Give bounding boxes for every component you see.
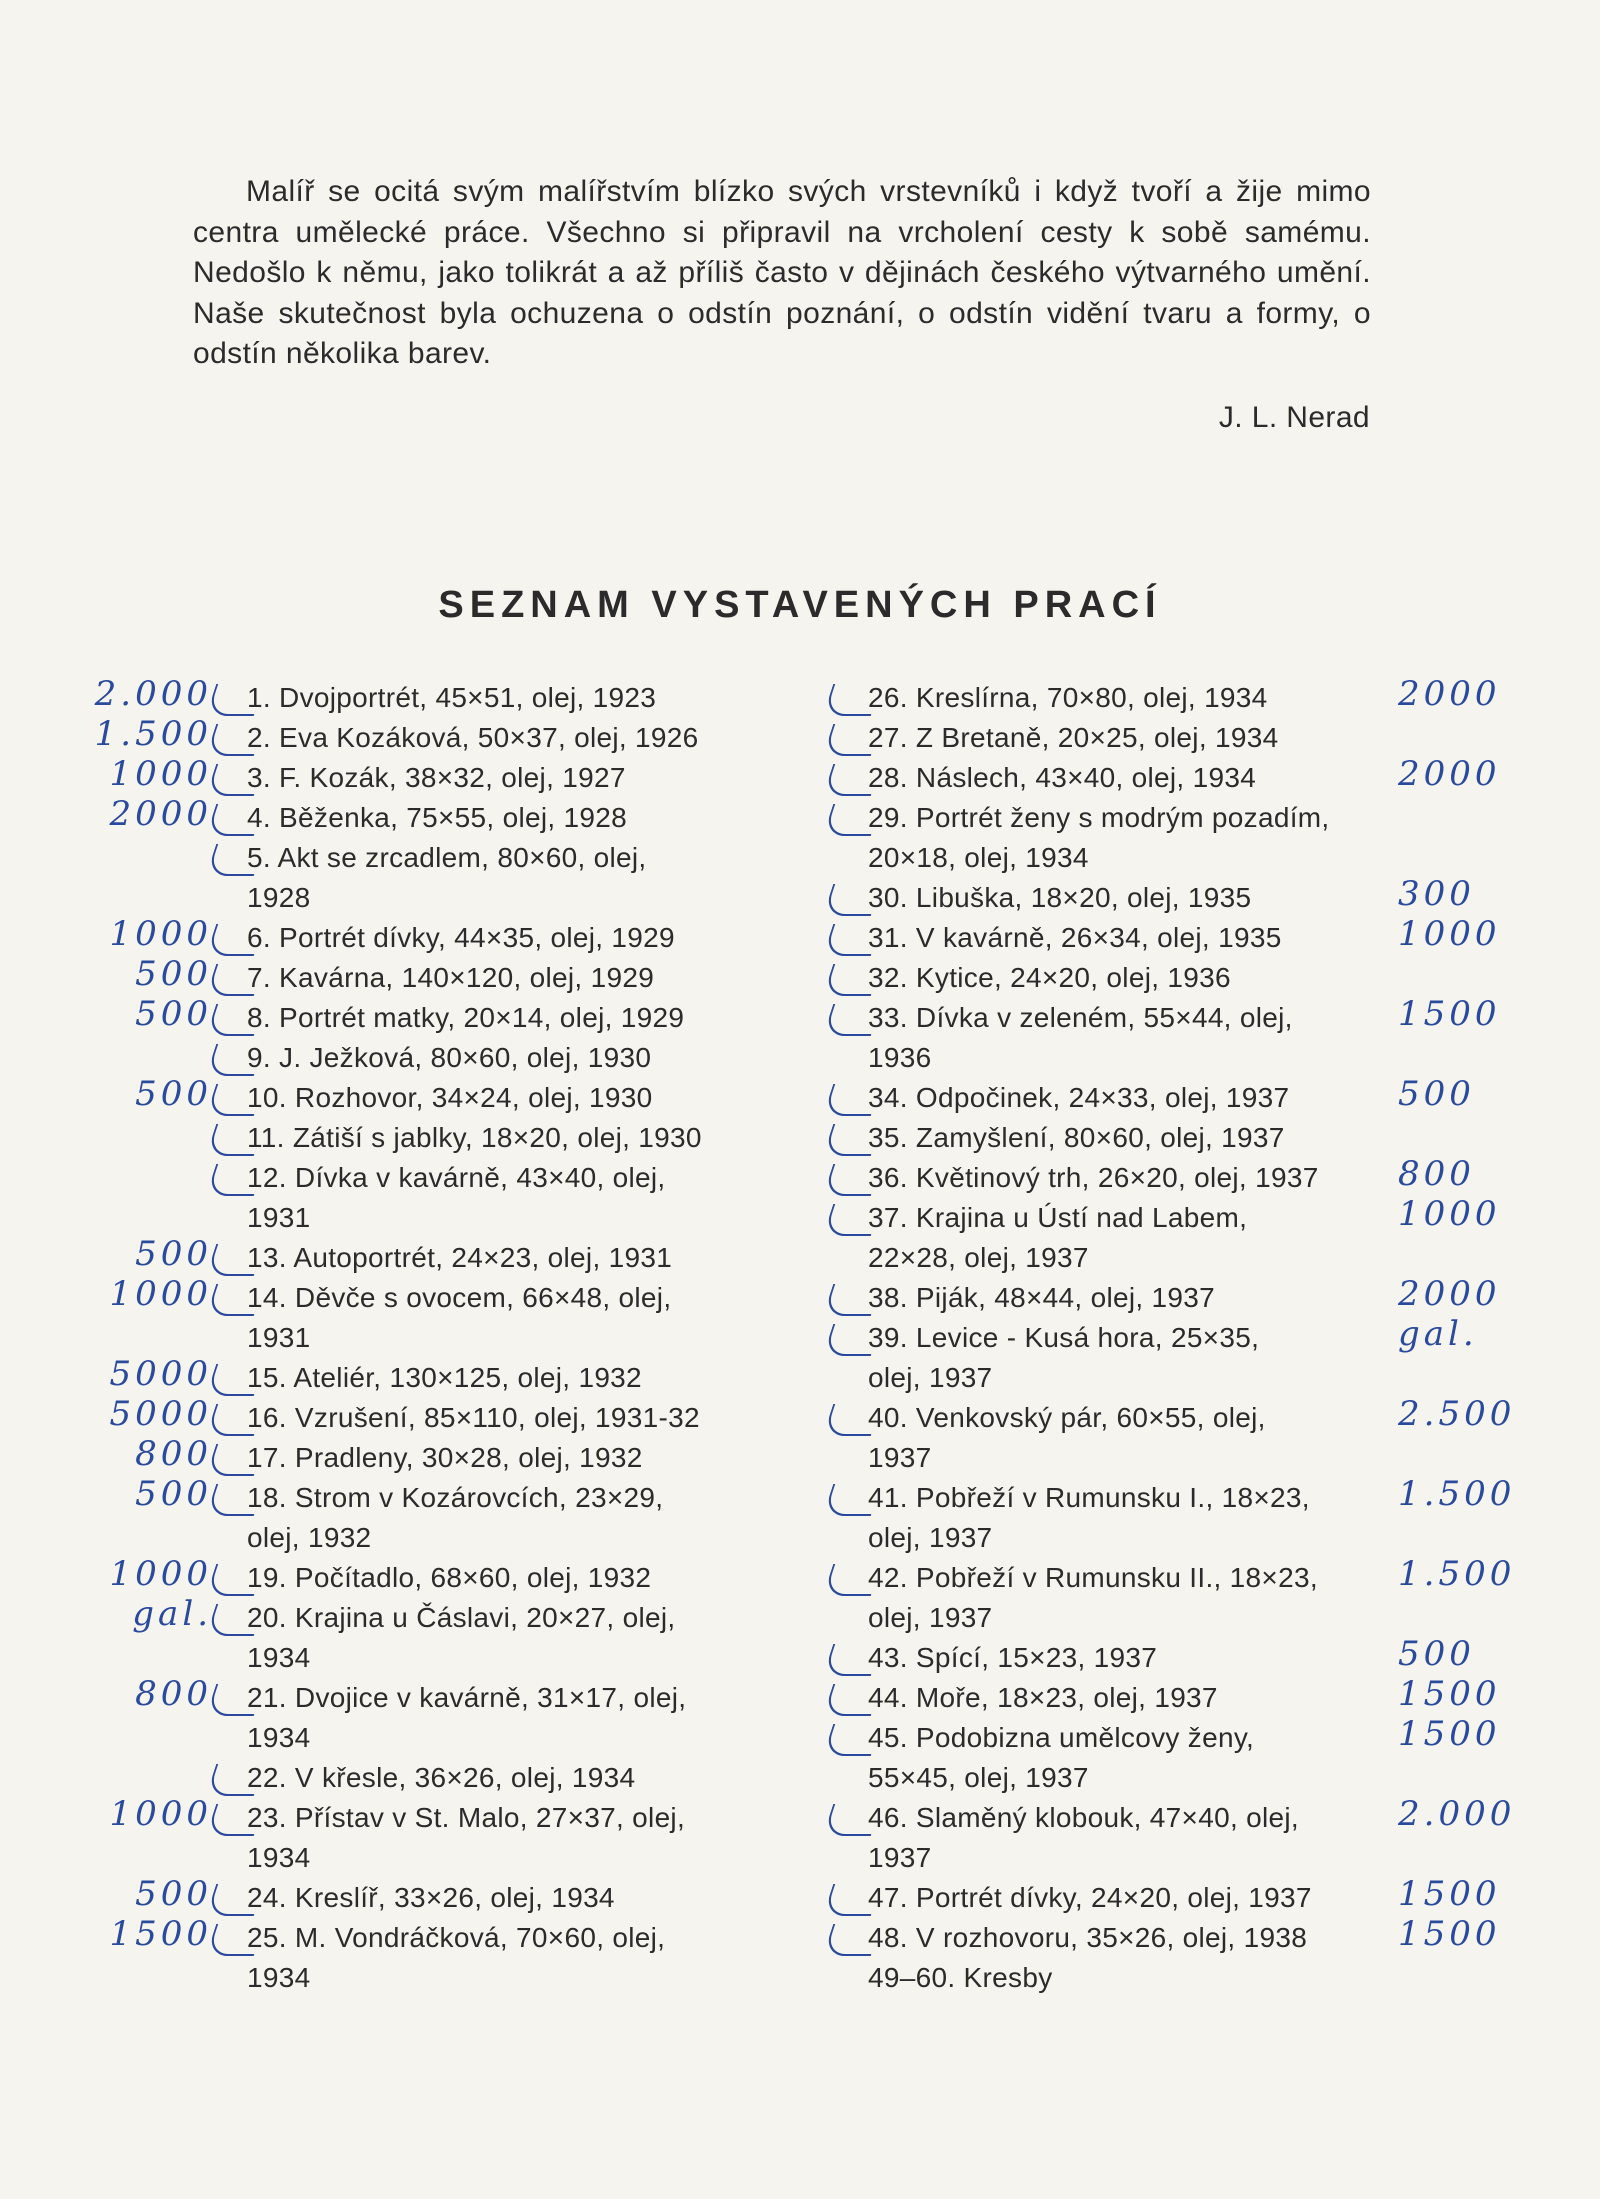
work-entry (868, 994, 1501, 1078)
work-entry (135, 1874, 767, 1918)
work-title: Akt se zrcadlem, 80×60, olej, (277, 842, 647, 873)
work-title: Dvojportrét, 45×51, olej, 1923 (279, 682, 657, 713)
work-title: Květinový trh, 26×20, olej, 1937 (915, 1162, 1319, 1193)
work-number: 30. (868, 882, 908, 913)
work-entry (247, 1118, 767, 1158)
handwritten-price-note: 2000 (1398, 674, 1501, 714)
work-title: Kreslírna, 70×80, olej, 1934 (915, 682, 1268, 713)
work-title: Odpočinek, 24×33, olej, 1937 (915, 1082, 1290, 1113)
work-title: Kytice, 24×20, olej, 1936 (915, 962, 1231, 993)
work-entry (868, 1714, 1501, 1798)
work-number: 25. (247, 1922, 287, 1953)
handwritten-price-note: 1500 (1398, 1874, 1501, 1914)
work-number: 46. (868, 1802, 908, 1833)
handwritten-price-note: 500 (135, 1234, 212, 1274)
work-title: Spící, 15×23, 1937 (915, 1642, 1158, 1673)
handwritten-price-note: 500 (1398, 1634, 1475, 1674)
handwritten-price-note: 2000 (109, 794, 212, 834)
work-title: Portrét dívky, 24×20, olej, 1937 (915, 1882, 1312, 1913)
work-number: 42. (868, 1562, 908, 1593)
intro-author: J. L. Nerad (1218, 401, 1370, 434)
work-title: V křesle, 36×26, olej, 1934 (294, 1762, 636, 1793)
work-title: Pobřeží v Rumunsku I., 18×23, (915, 1482, 1310, 1513)
work-entry (868, 1314, 1478, 1398)
handwritten-price-note: 500 (135, 1874, 212, 1914)
work-entry (868, 1958, 1388, 1998)
work-number: 11. (247, 1122, 285, 1153)
work-title: Moře, 18×23, olej, 1937 (915, 1682, 1218, 1713)
work-entry (109, 1554, 767, 1598)
work-entry (247, 838, 767, 918)
work-number: 7. (247, 962, 271, 993)
handwritten-price-note: 1500 (1398, 1914, 1501, 1954)
work-title: Pradleny, 30×28, olej, 1932 (294, 1442, 643, 1473)
work-title: Přístav v St. Malo, 27×37, olej, (294, 1802, 686, 1833)
work-title: Venkovský pár, 60×55, olej, (915, 1402, 1266, 1433)
work-number: 26. (868, 682, 908, 713)
work-number: 27. (868, 722, 908, 753)
work-title: J. Ježková, 80×60, olej, 1930 (279, 1042, 652, 1073)
work-title: Portrét ženy s modrým pozadím, (915, 802, 1330, 833)
handwritten-price-note: 1000 (109, 914, 212, 954)
work-entry (868, 1194, 1501, 1278)
work-title: Eva Kozáková, 50×37, olej, 1926 (279, 722, 699, 753)
work-title: Piják, 48×44, olej, 1937 (915, 1282, 1216, 1313)
work-title: Děvče s ovocem, 66×48, olej, (294, 1282, 672, 1313)
handwritten-price-note: 1500 (1398, 994, 1501, 1034)
work-number: 10. (247, 1082, 287, 1113)
work-title-continuation: 22×28, olej, 1937 (868, 1242, 1089, 1273)
handwritten-price-note: 2000 (1398, 754, 1501, 794)
work-entry (135, 1474, 767, 1558)
work-title-continuation: 1936 (868, 1042, 932, 1073)
handwritten-price-note: 1000 (109, 1554, 212, 1594)
work-number: 1. (247, 682, 271, 713)
work-entry (868, 1874, 1501, 1918)
work-entry (109, 794, 767, 838)
work-number: 3. (247, 762, 271, 793)
work-title: Kresby (963, 1962, 1053, 1993)
handwritten-price-note: 5000 (109, 1354, 212, 1394)
work-entry (135, 1074, 767, 1118)
work-entry (868, 874, 1475, 918)
work-title: Náslech, 43×40, olej, 1934 (915, 762, 1257, 793)
handwritten-price-note: 500 (135, 994, 212, 1034)
work-title: Dívka v kavárně, 43×40, olej, (294, 1162, 666, 1193)
work-number: 34. (868, 1082, 908, 1113)
work-number: 12. (247, 1162, 287, 1193)
work-number: 49–60. (868, 1962, 956, 1993)
work-title-continuation: 1931 (247, 1322, 311, 1353)
handwritten-price-note: 1000 (1398, 914, 1501, 954)
handwritten-price-note: 500 (1398, 1074, 1475, 1114)
work-entry (247, 1158, 767, 1238)
work-entry (868, 1634, 1475, 1678)
work-title-continuation: 1934 (247, 1722, 311, 1753)
work-entry (868, 1794, 1516, 1878)
handwritten-price-note: 500 (135, 1474, 212, 1514)
work-title-continuation: 20×18, olej, 1934 (868, 842, 1089, 873)
work-title: Portrét matky, 20×14, olej, 1929 (279, 1002, 685, 1033)
work-title: Podobizna umělcovy ženy, (915, 1722, 1255, 1753)
work-title: Pobřeží v Rumunsku II., 18×23, (915, 1562, 1318, 1593)
work-entry (868, 674, 1501, 718)
handwritten-price-note: 500 (135, 954, 212, 994)
work-number: 44. (868, 1682, 908, 1713)
work-title-continuation: olej, 1937 (868, 1602, 993, 1633)
work-title: Kreslíř, 33×26, olej, 1934 (294, 1882, 615, 1913)
work-entry (868, 1074, 1475, 1118)
work-entry (132, 1594, 767, 1678)
work-title: F. Kozák, 38×32, olej, 1927 (279, 762, 626, 793)
work-title-continuation: 1934 (247, 1962, 311, 1993)
handwritten-price-note: 2.000 (94, 674, 212, 714)
work-entry (135, 1434, 767, 1478)
work-entry (868, 1554, 1516, 1638)
work-title: Vzrušení, 85×110, olej, 1931-32 (294, 1402, 700, 1433)
work-title: Dívka v zeleném, 55×44, olej, (915, 1002, 1293, 1033)
work-number: 17. (247, 1442, 287, 1473)
handwritten-price-note: gal. (1398, 1314, 1478, 1354)
work-number: 43. (868, 1642, 908, 1673)
work-title: Běženka, 75×55, olej, 1928 (279, 802, 628, 833)
work-entry (868, 1274, 1501, 1318)
work-entry (109, 754, 767, 798)
work-entry (868, 1914, 1501, 1958)
work-title: Z Bretaně, 20×25, olej, 1934 (915, 722, 1279, 753)
work-number: 47. (868, 1882, 908, 1913)
work-title: V rozhovoru, 35×26, olej, 1938 (915, 1922, 1308, 1953)
handwritten-price-note: 1000 (1398, 1194, 1501, 1234)
work-title: Levice - Kusá hora, 25×35, (915, 1322, 1260, 1353)
work-title: Slaměný klobouk, 47×40, olej, (915, 1802, 1299, 1833)
work-entry (247, 1758, 767, 1798)
handwritten-price-note: 500 (135, 1074, 212, 1114)
work-title: Autoportrét, 24×23, olej, 1931 (293, 1242, 673, 1273)
work-title-continuation: 1937 (868, 1442, 932, 1473)
work-entry (868, 1674, 1501, 1718)
work-title-continuation: 1937 (868, 1842, 932, 1873)
work-number: 19. (247, 1562, 287, 1593)
work-number: 16. (247, 1402, 287, 1433)
work-title: V kavárně, 26×34, olej, 1935 (915, 922, 1282, 953)
work-number: 36. (868, 1162, 908, 1193)
work-entry (135, 954, 767, 998)
work-number: 13. (247, 1242, 287, 1273)
work-entry (868, 958, 1388, 998)
work-title: Portrét dívky, 44×35, olej, 1929 (279, 922, 675, 953)
work-number: 45. (868, 1722, 908, 1753)
work-entry (109, 1914, 767, 1998)
work-number: 32. (868, 962, 908, 993)
work-number: 39. (868, 1322, 908, 1353)
list-heading: SEZNAM VYSTAVENÝCH PRACÍ (438, 584, 1162, 626)
work-title: Kavárna, 140×120, olej, 1929 (279, 962, 655, 993)
handwritten-price-note: 800 (1398, 1154, 1475, 1194)
handwritten-price-note: 1000 (109, 754, 212, 794)
work-number: 5. (247, 842, 271, 873)
handwritten-price-note: 2000 (1398, 1274, 1501, 1314)
intro-text (193, 172, 1371, 375)
handwritten-price-note: gal. (132, 1594, 212, 1634)
handwritten-price-note: 300 (1398, 874, 1475, 914)
handwritten-price-note: 800 (135, 1674, 212, 1714)
work-entry (109, 1354, 767, 1398)
work-title: Ateliér, 130×125, olej, 1932 (293, 1362, 642, 1393)
work-number: 48. (868, 1922, 908, 1953)
handwritten-price-note: 1.500 (1398, 1474, 1516, 1514)
work-title-continuation: olej, 1932 (247, 1522, 372, 1553)
work-number: 33. (868, 1002, 908, 1033)
work-number: 8. (247, 1002, 271, 1033)
work-number: 2. (247, 722, 271, 753)
handwritten-price-note: 5000 (109, 1394, 212, 1434)
work-title-continuation: 55×45, olej, 1937 (868, 1762, 1089, 1793)
work-entry (868, 914, 1501, 958)
work-number: 37. (868, 1202, 908, 1233)
work-entry (135, 1674, 767, 1758)
work-entry (109, 1394, 767, 1438)
work-number: 24. (247, 1882, 287, 1913)
work-entry (109, 1794, 767, 1878)
work-entry (868, 1394, 1516, 1478)
work-number: 23. (247, 1802, 287, 1833)
work-title: Dvojice v kavárně, 31×17, olej, (294, 1682, 687, 1713)
work-title-continuation: 1931 (247, 1202, 311, 1233)
handwritten-price-note: 1500 (1398, 1714, 1501, 1754)
work-number: 31. (868, 922, 908, 953)
work-entry (868, 1154, 1475, 1198)
work-entry (109, 914, 767, 958)
work-entry (247, 1038, 767, 1078)
work-number: 28. (868, 762, 908, 793)
work-title: Krajina u Čáslavi, 20×27, olej, (294, 1602, 676, 1633)
work-number: 20. (247, 1602, 287, 1633)
handwritten-price-note: 1.500 (1398, 1554, 1516, 1594)
handwritten-price-note: 800 (135, 1434, 212, 1474)
work-number: 15. (247, 1362, 287, 1393)
work-entry (868, 1474, 1516, 1558)
work-number: 38. (868, 1282, 908, 1313)
work-title: Krajina u Ústí nad Labem, (915, 1202, 1248, 1233)
intro-paragraph: Malíř se ocitá svým malířstvím blízko svých vrstevníků i když tvoří a žije mimo centra umělecké práce. Všechno si připravil na vrcholení cesty k sobě samému. Nedošlo k němu, jako tolikrát a až příliš často v dějinách českého výtvarného umění. Naše skutečnost byla ochuzena o odstín poznání, o odstín vidění tvaru a formy, o odstín několika barev. (193, 175, 1371, 370)
work-title: Zamyšlení, 80×60, olej, 1937 (915, 1122, 1285, 1153)
work-title: Zátiší s jablky, 18×20, olej, 1930 (292, 1122, 702, 1153)
handwritten-price-note: 2.000 (1398, 1794, 1516, 1834)
work-number: 35. (868, 1122, 908, 1153)
work-number: 6. (247, 922, 271, 953)
work-number: 18. (247, 1482, 287, 1513)
works-list-right (868, 674, 1516, 1998)
work-entry (94, 714, 767, 758)
handwritten-price-note: 1500 (1398, 1674, 1501, 1714)
work-entry (868, 798, 1388, 878)
work-title: M. Vondráčková, 70×60, olej, (294, 1922, 666, 1953)
work-number: 9. (247, 1042, 271, 1073)
work-number: 41. (868, 1482, 908, 1513)
work-number: 40. (868, 1402, 908, 1433)
work-entry (109, 1274, 767, 1358)
work-number: 21. (247, 1682, 287, 1713)
work-number: 14. (247, 1282, 287, 1313)
work-title-continuation: olej, 1937 (868, 1362, 993, 1393)
work-entry (94, 674, 767, 718)
work-entry (868, 718, 1388, 758)
handwritten-price-note: 2.500 (1398, 1394, 1516, 1434)
works-list-left (94, 674, 767, 1998)
work-entry (868, 754, 1501, 798)
handwritten-price-note: 1.500 (94, 714, 212, 754)
work-number: 22. (247, 1762, 287, 1793)
work-title-continuation: 1928 (247, 882, 311, 913)
work-title: Strom v Kozárovcích, 23×29, (294, 1482, 664, 1513)
work-entry (868, 1118, 1388, 1158)
work-title: Libuška, 18×20, olej, 1935 (915, 882, 1252, 913)
work-entry (135, 1234, 767, 1278)
work-number: 4. (247, 802, 271, 833)
handwritten-price-note: 1000 (109, 1274, 212, 1314)
work-title: Rozhovor, 34×24, olej, 1930 (294, 1082, 653, 1113)
handwritten-price-note: 1000 (109, 1794, 212, 1834)
work-title-continuation: 1934 (247, 1842, 311, 1873)
handwritten-price-note: 1500 (109, 1914, 212, 1954)
work-title-continuation: 1934 (247, 1642, 311, 1673)
work-title-continuation: olej, 1937 (868, 1522, 993, 1553)
work-entry (135, 994, 767, 1038)
work-title: Počítadlo, 68×60, olej, 1932 (294, 1562, 652, 1593)
work-number: 29. (868, 802, 908, 833)
